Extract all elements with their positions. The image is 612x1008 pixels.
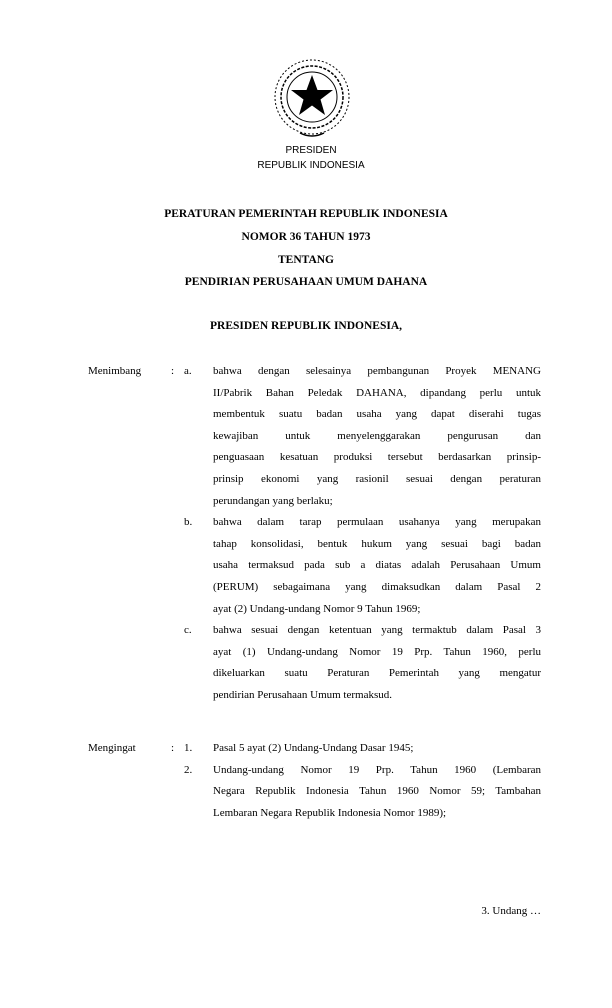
mengingat-item-text-line: Negara Republik Indonesia Tahun 1960 Nomor 59; Tambahan xyxy=(213,785,541,798)
title-line-2: NOMOR 36 TAHUN 1973 xyxy=(241,231,371,243)
title-line-3: TENTANG xyxy=(277,254,335,266)
menimbang-item-text-line: penguasaan kesatuan produksi tersebut berdasarkan prinsip- xyxy=(213,451,541,464)
menimbang-item-text-line: ayat (1) Undang-undang Nomor 19 Prp. Tahun 1960, perlu xyxy=(213,645,541,658)
menimbang-item-text-line: dikeluarkan suatu Peraturan Pemerintah yang mengatur xyxy=(213,667,541,680)
menimbang-item-marker: a. xyxy=(184,365,192,377)
header-republic: REPUBLIK INDONESIA xyxy=(257,160,365,171)
menimbang-item-text-line: bahwa dalam tarap permulaan usahanya yang merupakan xyxy=(213,516,541,529)
menimbang-item-text-line: pendirian Perusahaan Umum termaksud. xyxy=(213,689,393,701)
mengingat-item-text-line: Lembaran Negara Republik Indonesia Nomor 1989); xyxy=(213,806,447,819)
mengingat-item-text-line: Undang-undang Nomor 19 Prp. Tahun 1960 (Lembaran xyxy=(213,763,541,776)
menimbang-item-text-line: bahwa dengan selesainya pembangunan Proyek MENANG xyxy=(213,365,541,377)
menimbang-item-text-line: perundangan yang berlaku; xyxy=(213,494,333,507)
mengingat-colon: : xyxy=(171,742,175,754)
mengingat-item-marker: 2. xyxy=(184,763,193,776)
title-line-1: PERATURAN PEMERINTAH REPUBLIK INDONESIA xyxy=(164,208,448,220)
menimbang-item-text-line: ayat (2) Undang-undang Nomor 9 Tahun 1969; xyxy=(213,602,421,615)
menimbang-item-text-line: bahwa sesuai dengan ketentuan yang termaktub dalam Pasal 3 xyxy=(213,624,541,637)
menimbang-item-text-line: membentuk suatu badan usaha yang dapat diserahi tugas xyxy=(213,408,541,421)
menimbang-label: Menimbang xyxy=(88,365,142,377)
menimbang-item-text-line: (PERUM) sebagaimana yang dimaksudkan dalam Pasal 2 xyxy=(213,581,541,593)
mengingat-item-text-line: Pasal 5 ayat (2) Undang-Undang Dasar 1945; xyxy=(213,742,414,754)
menimbang-item-marker: b. xyxy=(184,516,193,529)
menimbang-item-text-line: usaha termaksud pada sub a diatas adalah Perusahaan Umum xyxy=(213,559,541,572)
menimbang-item-text-line: tahap konsolidasi, bentuk hukum yang sesuai bagi badan xyxy=(213,537,541,550)
menimbang-item-marker: c. xyxy=(184,624,192,637)
menimbang-item-text-line: prinsip ekonomi yang rasionil sesuai dengan peraturan xyxy=(213,473,541,485)
title-line-4: PENDIRIAN PERUSAHAAN UMUM DAHANA xyxy=(184,276,428,288)
mengingat-label: Mengingat xyxy=(88,742,136,754)
preamble: PRESIDEN REPUBLIK INDONESIA, xyxy=(209,320,403,332)
mengingat-item-marker: 1. xyxy=(184,742,193,754)
menimbang-item-text-line: kewajiban untuk menyelenggarakan pengurusan dan xyxy=(213,429,541,442)
menimbang-item-text-line: II/Pabrik Bahan Peledak DAHANA, dipandang perlu untuk xyxy=(213,386,541,399)
menimbang-colon: : xyxy=(171,365,175,377)
header-president: PRESIDEN xyxy=(285,145,337,156)
garuda-star-emblem-icon xyxy=(272,57,352,141)
continuation-marker: 3. Undang … xyxy=(481,905,541,917)
